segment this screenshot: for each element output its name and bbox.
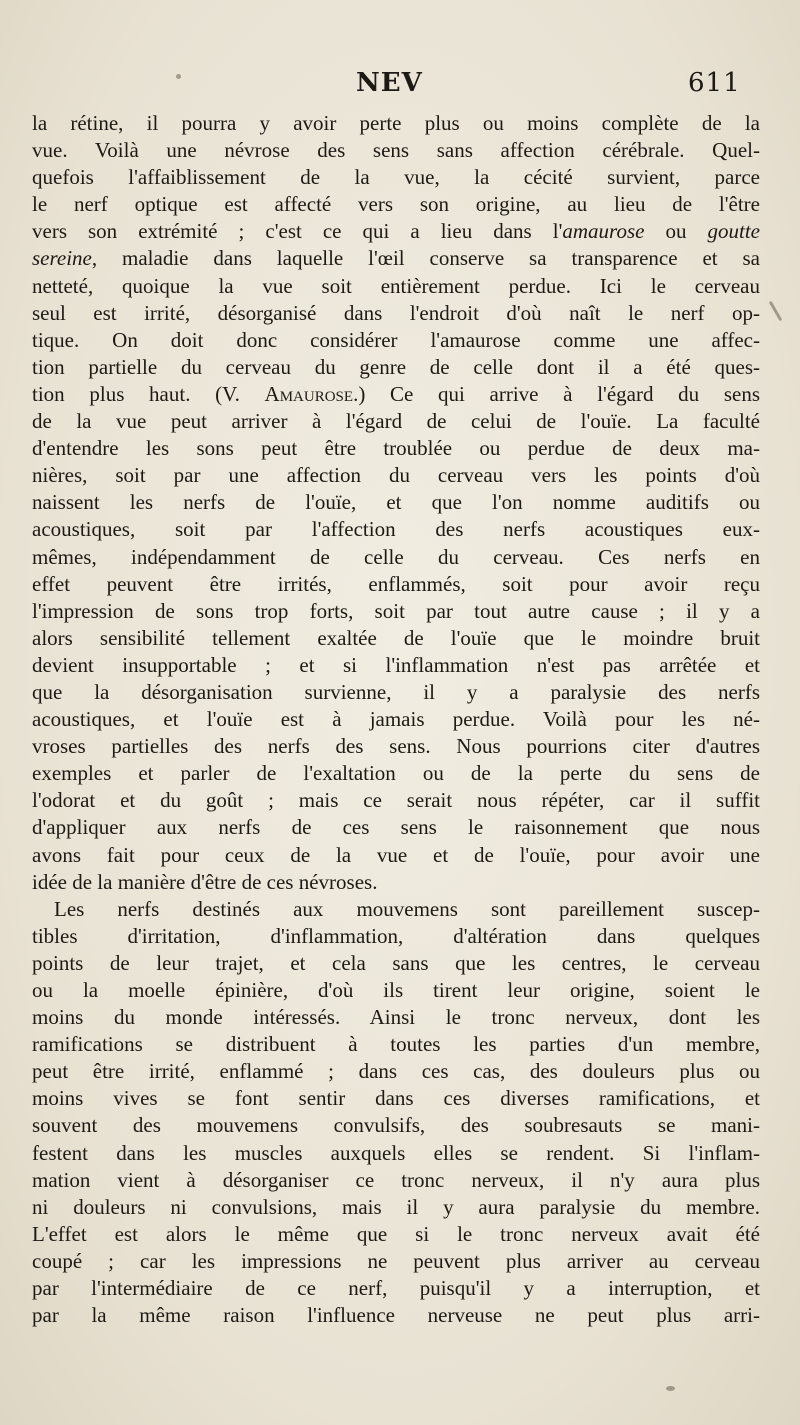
text-line <box>32 218 760 245</box>
page-header <box>0 62 800 102</box>
text-line: naissent les nerfs de l'ouïe, et que l'on nomme auditifs ou <box>32 490 760 515</box>
text-line: idée de la manière d'être de ces névroses. <box>32 869 378 894</box>
text-line: mêmes, indépendamment de celle du cerveau. Ces nerfs en <box>32 544 760 569</box>
text-line: tique. On doit donc considérer l'amaurose comme une affec- <box>32 327 760 352</box>
text-line: la rétine, il pourra y avoir perte plus ou moins complète de la <box>32 111 760 135</box>
text-line: moins vives se font sentir dans ces diverses ramifications, et <box>32 1086 760 1111</box>
text-line: mation vient à désorganiser ce tronc nerveux, il n'y aura plus <box>32 1167 760 1192</box>
text-line: L'effet est alors le même que si le tronc nerveux avait été <box>32 1221 760 1246</box>
text-line: festent dans les muscles auxquels elles se rendent. Si l'inflam- <box>32 1140 760 1165</box>
text-line: alors sensibilité tellement exaltée de l'ouïe que le moindre bruit <box>32 625 760 650</box>
page-number: 611 <box>688 68 741 98</box>
text-line: avons fait pour ceux de la vue et de l'ouïe, pour avoir une <box>32 842 760 867</box>
text-line: l'odorat et du goût ; mais ce serait nous répéter, car il suffit <box>32 788 760 813</box>
ink-speck <box>666 1386 675 1391</box>
text-segment: tion plus haut. (V. <box>32 381 265 406</box>
text-line <box>32 381 760 408</box>
text-line: par l'intermédiaire de ce nerf, puisqu'il y a interruption, et <box>32 1276 760 1301</box>
term-amaurose: amaurose <box>562 219 645 244</box>
text-line: ou la moelle épinière, d'où ils tirent leur origine, soient le <box>32 978 760 1002</box>
text-line <box>32 245 760 272</box>
text-line: Les nerfs destinés aux mouvemens sont pareillement suscep- <box>54 896 760 921</box>
text-segment: ou <box>644 219 708 244</box>
text-line: de la vue peut arriver à l'égard de celui de l'ouïe. La faculté <box>32 409 760 434</box>
text-line: netteté, quoique la vue soit entièrement perdue. Ici le cerveau <box>32 273 760 298</box>
text-line: vroses partielles des nerfs des sens. Nous pourrions citer d'autres <box>32 734 760 759</box>
body-text <box>32 110 760 1329</box>
text-line: le nerf optique est affecté vers son origine, au lieu de l'être <box>32 192 760 217</box>
text-segment: .) Ce qui arrive à l'égard du sens <box>353 381 760 406</box>
text-line: d'appliquer aux nerfs de ces sens le raisonnement que nous <box>32 815 760 840</box>
text-line: acoustiques, soit par l'affection des nerfs acoustiques eux- <box>32 517 760 542</box>
text-line: vue. Voilà une névrose des sens sans affection cérébrale. Quel- <box>32 138 760 163</box>
text-line: quefois l'affaiblissement de la vue, la cécité survient, parce <box>32 165 760 190</box>
text-line: coupé ; car les impressions ne peuvent plus arriver au cerveau <box>32 1248 760 1273</box>
text-line: souvent des mouvemens convulsifs, des soubresauts se mani- <box>32 1113 760 1138</box>
text-segment: vers son extrémité ; c'est ce qui a lieu dans l' <box>32 219 563 244</box>
cross-reference-amaurose: Amaurose <box>264 381 354 406</box>
text-line: moins du monde intéressés. Ainsi le tronc nerveux, dont les <box>32 1005 760 1030</box>
text-line: que la désorganisation survienne, il y a paralysie des nerfs <box>32 679 760 704</box>
ink-speck <box>769 301 783 322</box>
text-line: effet peuvent être irrités, enflammés, soit pour avoir reçu <box>32 571 760 596</box>
text-segment: , maladie dans laquelle l'œil conserve sa transparence et sa <box>91 246 760 271</box>
text-line: nières, soit par une affection du cerveau vers les points d'où <box>32 463 760 488</box>
text-line: acoustiques, et l'ouïe est à jamais perdue. Voilà pour les né- <box>32 707 760 732</box>
text-line: seul est irrité, désorganisé dans l'endroit d'où naît le nerf op- <box>32 300 760 325</box>
text-line: l'impression de sons trop forts, soit par tout autre cause ; il y a <box>32 598 760 623</box>
text-line: ni douleurs ni convulsions, mais il y aura paralysie du membre. <box>32 1194 760 1219</box>
text-line: tion partielle du cerveau du genre de celle dont il a été ques- <box>32 354 760 379</box>
running-head: NEV <box>356 68 423 98</box>
ink-speck <box>176 74 181 79</box>
text-line: ramifications se distribuent à toutes les parties d'un membre, <box>32 1032 760 1057</box>
text-line: exemples et parler de l'exaltation ou de la perte du sens de <box>32 761 760 786</box>
term-goutte: goutte <box>707 219 761 244</box>
text-line: points de leur trajet, et cela sans que les centres, le cerveau <box>32 950 760 975</box>
text-line: d'entendre les sons peut être troublée ou perdue de deux ma- <box>32 436 760 461</box>
term-sereine: sereine <box>32 246 92 271</box>
text-line: peut être irrité, enflammé ; dans ces cas, des douleurs plus ou <box>32 1059 760 1084</box>
text-line: tibles d'irritation, d'inflammation, d'altération dans quelques <box>32 923 760 948</box>
text-line: devient insupportable ; et si l'inflammation n'est pas arrêtée et <box>32 652 760 677</box>
text-line: par la même raison l'influence nerveuse ne peut plus arri- <box>32 1303 760 1328</box>
